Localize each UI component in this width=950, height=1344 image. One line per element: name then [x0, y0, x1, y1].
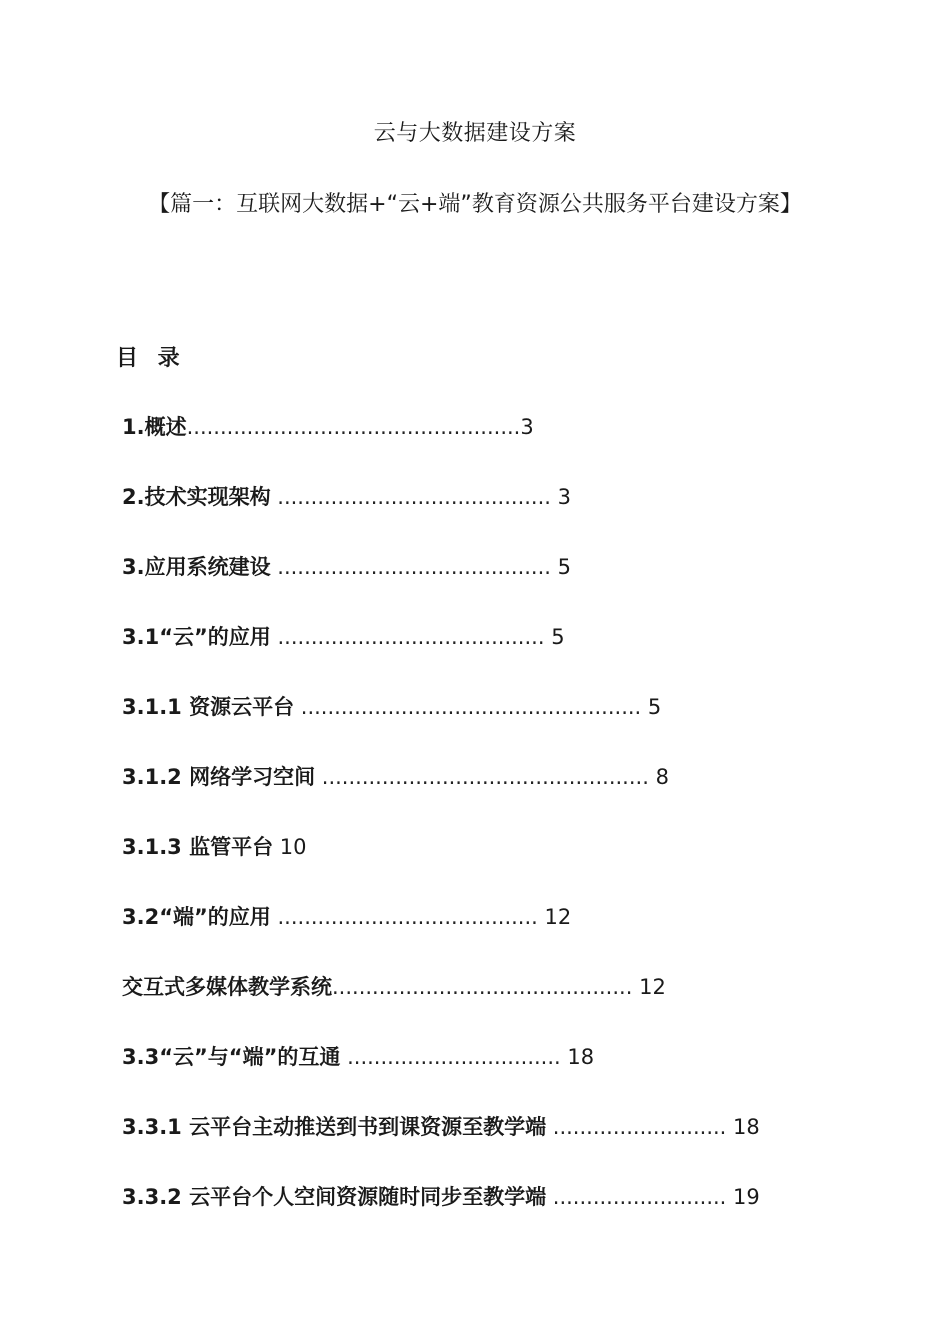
toc-entry-page: 12 [639, 975, 666, 999]
toc-entry-leader: ................................................. [315, 765, 656, 789]
toc-entry[interactable] [122, 688, 760, 758]
toc-entry-page: 5 [557, 555, 572, 579]
toc-entry-label: 3.应用系统建设 [122, 555, 271, 579]
toc-entry-label: 3.1.1 资源云平台 [122, 695, 295, 719]
toc-entry-label: 2.技术实现架构 [122, 485, 271, 509]
toc-entry-leader: .................................................. [186, 415, 521, 439]
toc-entry[interactable] [122, 1108, 760, 1178]
document-title: 云与大数据建设方案 [373, 121, 577, 146]
toc-entry-leader: ......................................... [270, 555, 558, 579]
toc-entry-label: 交互式多媒体教学系统 [122, 975, 332, 999]
toc-entry[interactable] [122, 548, 760, 618]
toc-entry-leader: ................................................... [294, 695, 648, 719]
toc-entry-label: 1.概述 [122, 415, 187, 439]
toc-entry-page: 10 [279, 835, 307, 859]
toc-entry-label: 3.2“端”的应用 [122, 905, 271, 929]
toc-entry-leader: .......................... [546, 1185, 734, 1209]
toc-entry-label: 3.1.2 网络学习空间 [122, 765, 316, 789]
toc-entry-page: 18 [567, 1045, 595, 1069]
toc-entry-page: 12 [544, 905, 572, 929]
toc-entry-page: 5 [551, 625, 565, 649]
toc-entry-leader: ....................................... [270, 905, 545, 929]
toc-heading: 目 录 [116, 346, 186, 371]
table-of-contents [122, 408, 760, 1248]
toc-entry-page: 3 [557, 485, 572, 509]
toc-entry[interactable] [122, 828, 760, 898]
toc-entry[interactable] [122, 478, 760, 548]
toc-entry-label: 3.1.3 监管平台 [122, 835, 274, 859]
toc-entry[interactable] [122, 968, 760, 1038]
toc-entry[interactable] [122, 408, 760, 478]
toc-entry-label: 3.3“云”与“端”的互通 [122, 1045, 341, 1069]
toc-entry-page: 5 [647, 695, 662, 719]
toc-entry-leader: .......................... [546, 1115, 734, 1139]
toc-entry-leader: ........................................ [270, 625, 552, 649]
toc-entry[interactable] [122, 758, 760, 828]
toc-entry-page: 18 [733, 1115, 760, 1139]
toc-entry[interactable] [122, 898, 760, 968]
toc-entry-label: 3.3.1 云平台主动推送到书到课资源至教学端 [122, 1115, 547, 1139]
toc-entry-leader [273, 835, 280, 859]
toc-entry[interactable] [122, 1178, 760, 1248]
toc-entry[interactable] [122, 618, 760, 688]
toc-entry-leader: ............................................. [332, 975, 640, 999]
toc-entry[interactable] [122, 1038, 760, 1108]
toc-entry-page: 19 [733, 1185, 760, 1209]
toc-entry-label: 3.3.2 云平台个人空间资源随时同步至教学端 [122, 1185, 547, 1209]
toc-entry-leader: ................................ [340, 1045, 568, 1069]
toc-entry-page: 8 [655, 765, 669, 789]
toc-entry-label: 3.1“云”的应用 [122, 625, 271, 649]
toc-entry-leader: ......................................... [270, 485, 558, 509]
toc-entry-page: 3 [520, 415, 534, 439]
document-subtitle: 【篇一：互联网大数据+“云+端”教育资源公共服务平台建设方案】 [148, 192, 802, 217]
